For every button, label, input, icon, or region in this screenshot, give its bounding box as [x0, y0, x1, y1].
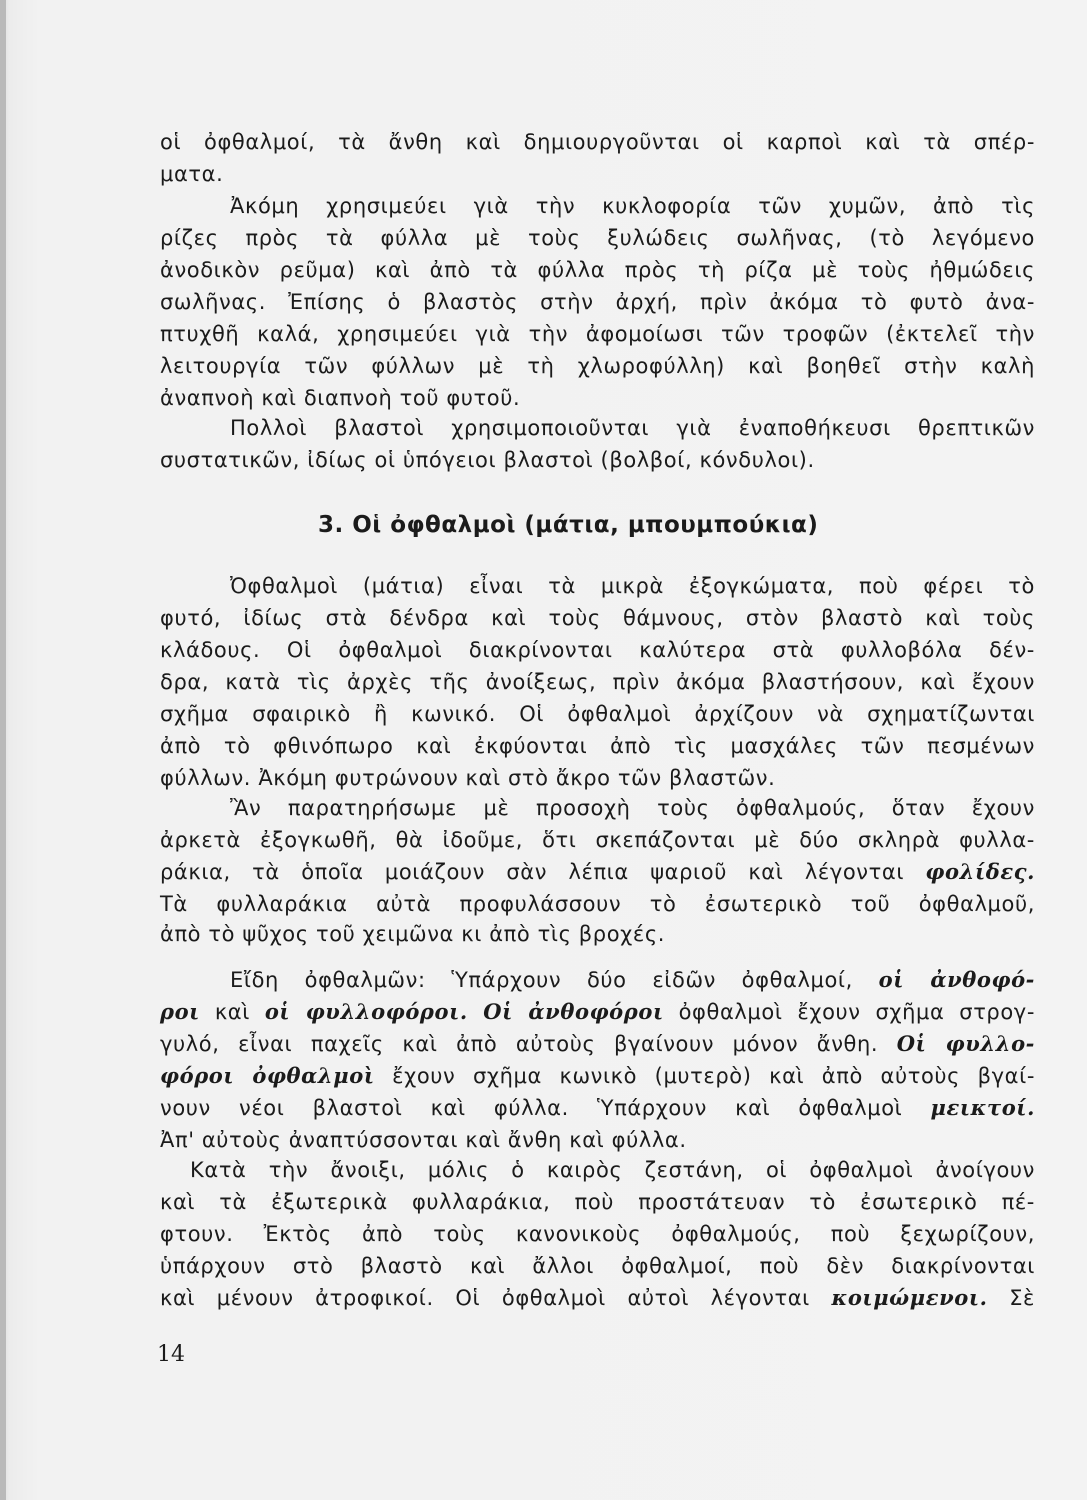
text-segment: καὶ μένουν ἀτροφικοί. Οἱ ὀφθαλμοὶ αὐτοὶ λέγονται [160, 1286, 810, 1310]
term-phyllophoroi: οἱ φυλλοφόροι. Οἱ ἀνθοφόροι [264, 999, 664, 1024]
text-line: Ἀπ' αὐτοὺς ἀναπτύσσονται καὶ ἄνθη καὶ φύλλα. [160, 1128, 687, 1152]
text-line: λειτουργία τῶν φύλλων μὲ τὴ χλωροφύλλη) καὶ βοηθεῖ στὴν καλὴ [160, 354, 1035, 378]
text-line: φτουν. Ἐκτὸς ἀπὸ τοὺς κανονικοὺς ὀφθαλμούς, ποὺ ξεχωρίζουν, [160, 1222, 1035, 1246]
text-line: οἱ ὀφθαλμοί, τὰ ἄνθη καὶ δημιουργοῦνται οἱ καρποὶ καὶ τὰ σπέρ- [160, 130, 1035, 154]
text-line: ἀρκετὰ ἐξογκωθῆ, θὰ ἰδοῦμε, ὅτι σκεπάζονται μὲ δύο σκληρὰ φυλλα- [160, 828, 1035, 852]
section-heading: 3. Οἱ ὀφθαλμοὶ (μάτια, μπουμπούκια) [318, 512, 819, 538]
text-line [160, 856, 1035, 888]
text-segment: Σὲ [1009, 1286, 1036, 1310]
text-line [160, 1282, 1035, 1314]
text-line: φύλλων. Ἀκόμη φυτρώνουν καὶ στὸ ἄκρο τῶν βλαστῶν. [160, 766, 776, 790]
text-line: ματα. [160, 162, 224, 186]
text-line: σχῆμα σφαιρικὸ ἢ κωνικό. Οἱ ὀφθαλμοὶ ἀρχίζουν νὰ σχηματίζωνται [160, 702, 1035, 726]
text-line: Τὰ φυλλαράκια αὐτὰ προφυλάσσουν τὸ ἐσωτερικὸ τοῦ ὀφθαλμοῦ, [160, 892, 1035, 916]
text-line: καὶ τὰ ἐξωτερικὰ φυλλαράκια, ποὺ προστάτευαν τὸ ἐσωτερικὸ πέ- [160, 1190, 1035, 1214]
text-line: πτυχθῆ καλά, χρησιμεύει γιὰ τὴν ἀφομοίωσι τῶν τροφῶν (ἐκτελεῖ τὴν [160, 322, 1035, 346]
text-segment: καὶ [214, 1000, 250, 1024]
text-segment: Εἴδη ὀφθαλμῶν: Ὑπάρχουν δύο εἰδῶν ὀφθαλμοί, [230, 968, 853, 992]
text-segment: γυλό, εἶναι παχεῖς καὶ ἀπὸ αὐτοὺς βγαίνουν μόνον ἄνθη. [160, 1032, 879, 1056]
text-line: Ἂν παρατηρήσωμε μὲ προσοχὴ τοὺς ὀφθαλμούς, ὅταν ἔχουν [230, 796, 1035, 820]
text-line: ἀπὸ τὸ φθινόπωρο καὶ ἐκφύονται ἀπὸ τὶς μασχάλες τῶν πεσμένων [160, 734, 1035, 758]
text-line: Κατὰ τὴν ἄνοιξι, μόλις ὁ καιρὸς ζεστάνη, οἱ ὀφθαλμοὶ ἀνοίγουν [190, 1158, 1035, 1182]
text-line [160, 1060, 1035, 1092]
text-line: ὑπάρχουν στὸ βλαστὸ καὶ ἄλλοι ὀφθαλμοί, ποὺ δὲν διακρίνονται [160, 1254, 1035, 1278]
text-segment: ὀφθαλμοὶ ἔχουν σχῆμα στρογ- [678, 1000, 1036, 1024]
text-segment: ἔχουν σχῆμα κωνικὸ (μυτερὸ) καὶ ἀπὸ αὐτοὺς βγαί- [392, 1064, 1035, 1088]
page-number: 14 [157, 1342, 185, 1367]
text-line [230, 964, 1035, 996]
text-line: ἀπὸ τὸ ψῦχος τοῦ χειμῶνα κι ἀπὸ τὶς βροχές. [160, 922, 666, 946]
text-line [160, 1028, 1035, 1060]
term-anthophoroi: οἱ ἀνθοφό- [878, 967, 1035, 992]
text-segment: ράκια, τὰ ὁποῖα μοιάζουν σὰν λέπια ψαριοῦ καὶ λέγονται [160, 860, 905, 884]
term-meiktoi: μεικτοί. [930, 1095, 1035, 1120]
text-line: ρίζες πρὸς τὰ φύλλα μὲ τοὺς ξυλώδεις σωλῆνας, (τὸ λεγόμενο [160, 226, 1035, 250]
text-line: φυτό, ἰδίως στὰ δένδρα καὶ τοὺς θάμνους, στὸν βλαστὸ καὶ τοὺς [160, 606, 1035, 630]
text-segment: νουν νέοι βλαστοὶ καὶ φύλλα. Ὑπάρχουν καὶ ὀφθαλμοὶ [160, 1096, 903, 1120]
term-phyllo: Οἱ φυλλο- [896, 1031, 1035, 1056]
text-line [160, 1092, 1035, 1124]
text-line: Πολλοὶ βλαστοὶ χρησιμοποιοῦνται γιὰ ἐναποθήκευσι θρεπτικῶν [230, 416, 1035, 440]
term-pholides: φολίδες. [925, 859, 1035, 884]
term-continuation: ροι [160, 999, 200, 1024]
page-edge [0, 0, 6, 1500]
text-line: δρα, κατὰ τὶς ἀρχὲς τῆς ἀνοίξεως, πρὶν ἀκόμα βλαστήσουν, καὶ ἔχουν [160, 670, 1035, 694]
text-line: ἀνοδικὸν ρεῦμα) καὶ ἀπὸ τὰ φύλλα πρὸς τὴ ρίζα μὲ τοὺς ἠθμώδεις [160, 258, 1035, 282]
term-koimomenoi: κοιμώμενοι. [831, 1285, 988, 1310]
text-line: Ἀκόμη χρησιμεύει γιὰ τὴν κυκλοφορία τῶν χυμῶν, ἀπὸ τὶς [230, 194, 1035, 218]
term-phyllophoroi-ophthalmoi: φόροι ὀφθαλμοὶ [160, 1063, 375, 1088]
text-line: συστατικῶν, ἰδίως οἱ ὑπόγειοι βλαστοὶ (βολβοί, κόνδυλοι). [160, 448, 815, 472]
text-line: ἀναπνοὴ καὶ διαπνοὴ τοῦ φυτοῦ. [160, 386, 521, 410]
text-line [160, 996, 1035, 1028]
text-line: Ὀφθαλμοὶ (μάτια) εἶναι τὰ μικρὰ ἐξογκώματα, ποὺ φέρει τὸ [230, 574, 1035, 598]
text-line: σωλῆνας. Ἐπίσης ὁ βλαστὸς στὴν ἀρχή, πρὶν ἀκόμα τὸ φυτὸ ἀνα- [160, 290, 1035, 314]
text-line: κλάδους. Οἱ ὀφθαλμοὶ διακρίνονται καλύτερα στὰ φυλλοβόλα δέν- [160, 638, 1035, 662]
